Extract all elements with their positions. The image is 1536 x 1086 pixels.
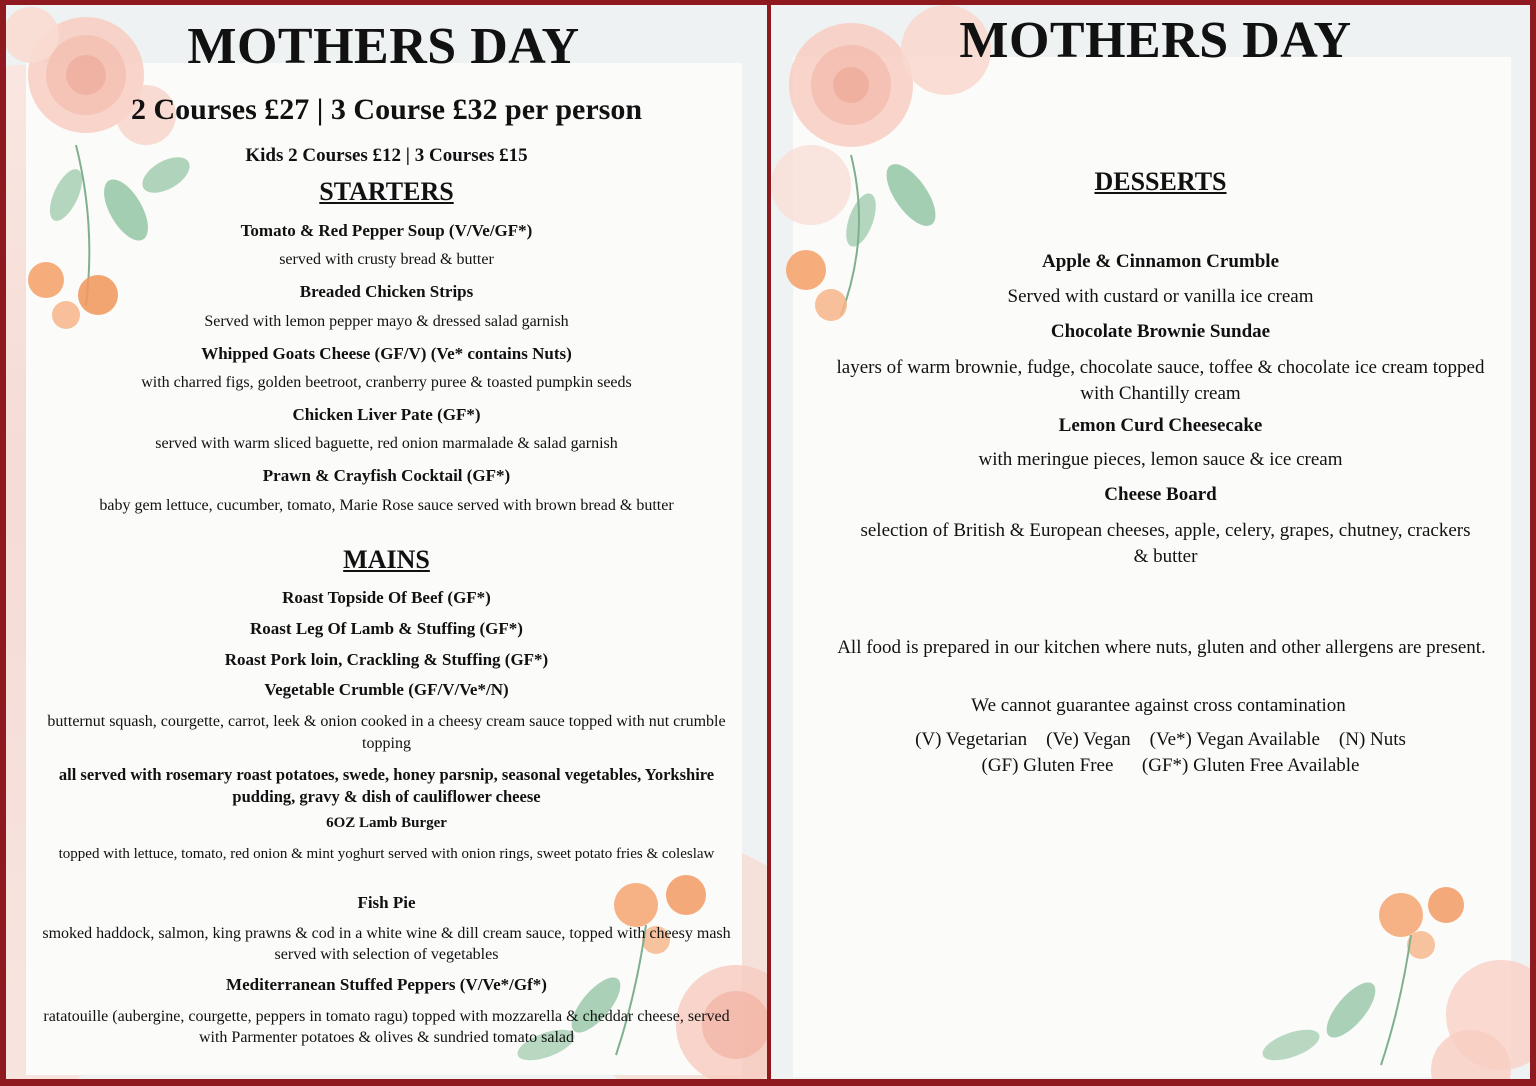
main-name: Mediterranean Stuffed Peppers (V/Ve*/Gf*) <box>226 975 547 994</box>
all-served-note: all served with rosemary roast potatoes, swede, honey parsnip, seasonal vegetables, Yorkshire pudding, gravy & dish of cauliflower cheese <box>58 765 715 806</box>
dessert-desc: Served with custard or vanilla ice cream <box>1007 286 1314 307</box>
main-desc: butternut squash, courgette, carrot, leek & onion cooked in a cheesy cream sauce topped with nut crumble topping <box>47 713 726 752</box>
main-name: Fish Pie <box>357 893 416 912</box>
starter-name: Whipped Goats Cheese (GF/V) (Ve* contains Nuts) <box>201 344 572 363</box>
pricing-line: 2 Courses £27 | 3 Course £32 per person <box>130 93 643 126</box>
mains-heading: MAINS <box>343 545 430 574</box>
main-desc: smoked haddock, salmon, king prawns & cod in a white wine & dill cream sauce, topped with cheesy mash served with selection of vegetables <box>42 925 731 963</box>
menu-page-left <box>6 5 767 1079</box>
starters-heading: STARTERS <box>319 177 454 206</box>
starter-desc: baby gem lettuce, cucumber, tomato, Marie Rose sauce served with brown bread & butter <box>99 497 674 514</box>
starter-name: Chicken Liver Pate (GF*) <box>292 405 481 424</box>
cross-contamination-note: We cannot guarantee against cross contamination <box>971 695 1346 716</box>
kids-pricing-line: Kids 2 Courses £12 | 3 Courses £15 <box>245 145 528 166</box>
main-name: Roast Leg Of Lamb & Stuffing (GF*) <box>250 619 523 638</box>
dietary-legend: (GF) Gluten Free (GF*) Gluten Free Available <box>981 755 1360 776</box>
dessert-desc: layers of warm brownie, fudge, chocolate sauce, toffee & chocolate ice cream topped with Chantilly cream <box>836 357 1485 404</box>
starter-desc: served with crusty bread & butter <box>279 251 494 268</box>
page-title: MOTHERS DAY <box>187 18 580 75</box>
dietary-legend: (V) Vegetarian (Ve) Vegan (Ve*) Vegan Available (N) Nuts <box>915 729 1406 750</box>
dessert-name: Chocolate Brownie Sundae <box>1050 321 1271 342</box>
starter-desc: Served with lemon pepper mayo & dressed salad garnish <box>204 313 569 330</box>
main-desc: topped with lettuce, tomato, red onion & mint yoghurt served with onion rings, sweet potato fries & coleslaw <box>58 846 715 862</box>
starter-name: Breaded Chicken Strips <box>299 282 474 301</box>
starter-desc: with charred figs, golden beetroot, cranberry puree & toasted pumpkin seeds <box>141 374 632 391</box>
dessert-name: Lemon Curd Cheesecake <box>1058 415 1263 436</box>
dessert-desc: with meringue pieces, lemon sauce & ice cream <box>978 449 1343 470</box>
page-title: MOTHERS DAY <box>959 12 1352 69</box>
main-name: 6OZ Lamb Burger <box>326 815 447 831</box>
floral-decoration-bottom-right <box>1231 865 1530 1079</box>
main-name: Roast Topside Of Beef (GF*) <box>282 588 491 607</box>
starter-name: Prawn & Crayfish Cocktail (GF*) <box>262 466 511 485</box>
desserts-heading: DESSERTS <box>1094 167 1227 196</box>
dessert-name: Apple & Cinnamon Crumble <box>1042 251 1279 272</box>
menu-page-right <box>771 5 1530 1079</box>
main-desc: ratatouille (aubergine, courgette, peppers in tomato ragu) topped with mozzarella & cheddar cheese, served with Parmenter potatoes & olives & sundried tomato salad <box>43 1008 730 1046</box>
allergen-note: All food is prepared in our kitchen where nuts, gluten and other allergens are present. <box>837 637 1486 658</box>
starter-name: Tomato & Red Pepper Soup (V/Ve/GF*) <box>240 221 533 240</box>
starter-desc: served with warm sliced baguette, red onion marmalade & salad garnish <box>155 435 618 452</box>
dessert-desc: selection of British & European cheeses, apple, celery, grapes, chutney, crackers & butter <box>860 520 1471 567</box>
main-name: Roast Pork loin, Crackling & Stuffing (GF*) <box>224 650 549 669</box>
main-name: Vegetable Crumble (GF/V/Ve*/N) <box>264 680 509 699</box>
dessert-name: Cheese Board <box>1104 484 1217 505</box>
